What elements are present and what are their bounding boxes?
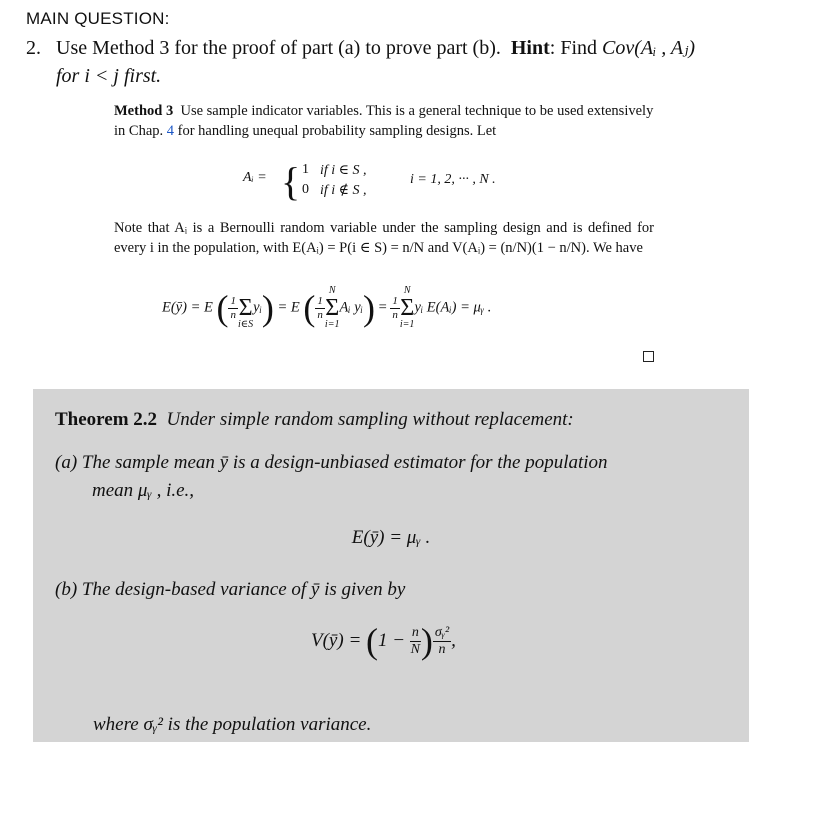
paren-open-1: ( xyxy=(216,288,229,328)
eq-third: = xyxy=(378,299,387,316)
case2-value: 0 xyxy=(302,182,309,197)
question-text xyxy=(26,34,796,90)
main-question-heading: MAIN QUESTION: xyxy=(26,9,170,28)
case1-condition: if i ∈ S , xyxy=(320,163,367,178)
where-clause: where σᵧ² is the population variance. xyxy=(93,714,372,735)
chapter-link[interactable]: 4 xyxy=(166,123,175,139)
eq-b-n-over-N: $\frac{n}{N}$ xyxy=(410,625,421,657)
theorem-title: Theorem 2.2 xyxy=(55,409,158,430)
part-b-label: (b) xyxy=(55,579,78,600)
sum-over-N-2: N Σ i=1 xyxy=(399,285,415,330)
method-title: Method 3 xyxy=(114,103,174,119)
hint-label: Hint xyxy=(510,37,550,59)
part-a-label: (a) xyxy=(55,452,78,473)
theorem-box xyxy=(33,389,749,742)
question-line1a: Use Method 3 for the proof of part (a) to prove part (b). xyxy=(56,37,501,59)
eq-mid: = E xyxy=(277,299,300,316)
eq-b-comma: , xyxy=(451,630,456,651)
paren-open-2: ( xyxy=(303,288,316,328)
cases-brace: { xyxy=(281,159,301,204)
frac-1-over-n-3: $\frac{1}{n}$ xyxy=(392,295,398,321)
expect-lhs: E(ȳ) = E xyxy=(162,299,213,316)
sum-over-s: Σ i∈S xyxy=(237,295,254,330)
part-a-line2: mean μᵧ , i.e., xyxy=(92,480,195,501)
theorem-condition: Under simple random sampling without replacement: xyxy=(166,409,574,430)
cov-expression: Cov(Aᵢ , Aⱼ) xyxy=(602,37,696,59)
equation-a: E(ȳ) = μᵧ . xyxy=(351,527,431,548)
theorem-part-a xyxy=(55,449,745,505)
ai-yi-term: Aᵢ yᵢ xyxy=(339,299,363,316)
frac-1-over-n-1: $\frac{1}{n}$ xyxy=(230,295,236,321)
indicator-definition xyxy=(0,160,816,202)
paren-close-1: ) xyxy=(261,288,274,328)
method-paragraph xyxy=(114,101,654,141)
frac-1-over-n-2: $\frac{1}{n}$ xyxy=(317,295,323,321)
eq-b-paren-close: ) xyxy=(420,621,433,661)
note-paragraph: Note that Aᵢ is a Bernoulli random variable under the sampling design and is defined for every i in the population, with E(Aᵢ) = P(i ∈ S) = n/N and V(Aᵢ) = (n/N)(1 − n/N). We have xyxy=(114,220,654,256)
eq-b-one-minus: 1 − xyxy=(378,630,406,651)
paren-close-2: ) xyxy=(362,288,375,328)
cases-lhs: Aᵢ = xyxy=(243,170,267,185)
index-range: i = 1, 2, ··· , N . xyxy=(410,172,496,187)
eq-b-sigma-over-n: $\frac{\text{σᵧ²}}{n}$ xyxy=(434,625,450,657)
eq-b-paren-open: ( xyxy=(366,621,379,661)
method-text-a: Use sample indicator variables. This is a general technique to be used extensively in Chap. xyxy=(114,103,654,139)
question-line1b: : Find xyxy=(549,37,603,59)
yi-term: yᵢ xyxy=(253,299,262,316)
case1-value: 1 xyxy=(302,162,309,177)
part-b-text: The design-based variance of ȳ is given by xyxy=(81,579,406,600)
part-a-line1: The sample mean ȳ is a design-unbiased estimator for the population xyxy=(81,452,608,473)
theorem-heading xyxy=(55,409,574,431)
yi-eai-term: yᵢ E(Aᵢ) = μᵧ . xyxy=(414,299,492,316)
eq-b-lhs: V(ȳ) = xyxy=(311,630,362,651)
theorem-part-b xyxy=(55,579,405,601)
equation-b xyxy=(33,619,749,679)
question-number: 2. xyxy=(26,37,41,59)
sum-over-N-1: N Σ i=1 xyxy=(324,285,340,330)
qed-box-icon xyxy=(643,351,654,362)
method-text-b: for handling unequal probability sampling designs. Let xyxy=(177,123,497,139)
question-line2: for i < j first. xyxy=(56,65,162,87)
expectation-equation xyxy=(0,280,816,336)
case2-condition: if i ∉ S , xyxy=(320,183,367,198)
